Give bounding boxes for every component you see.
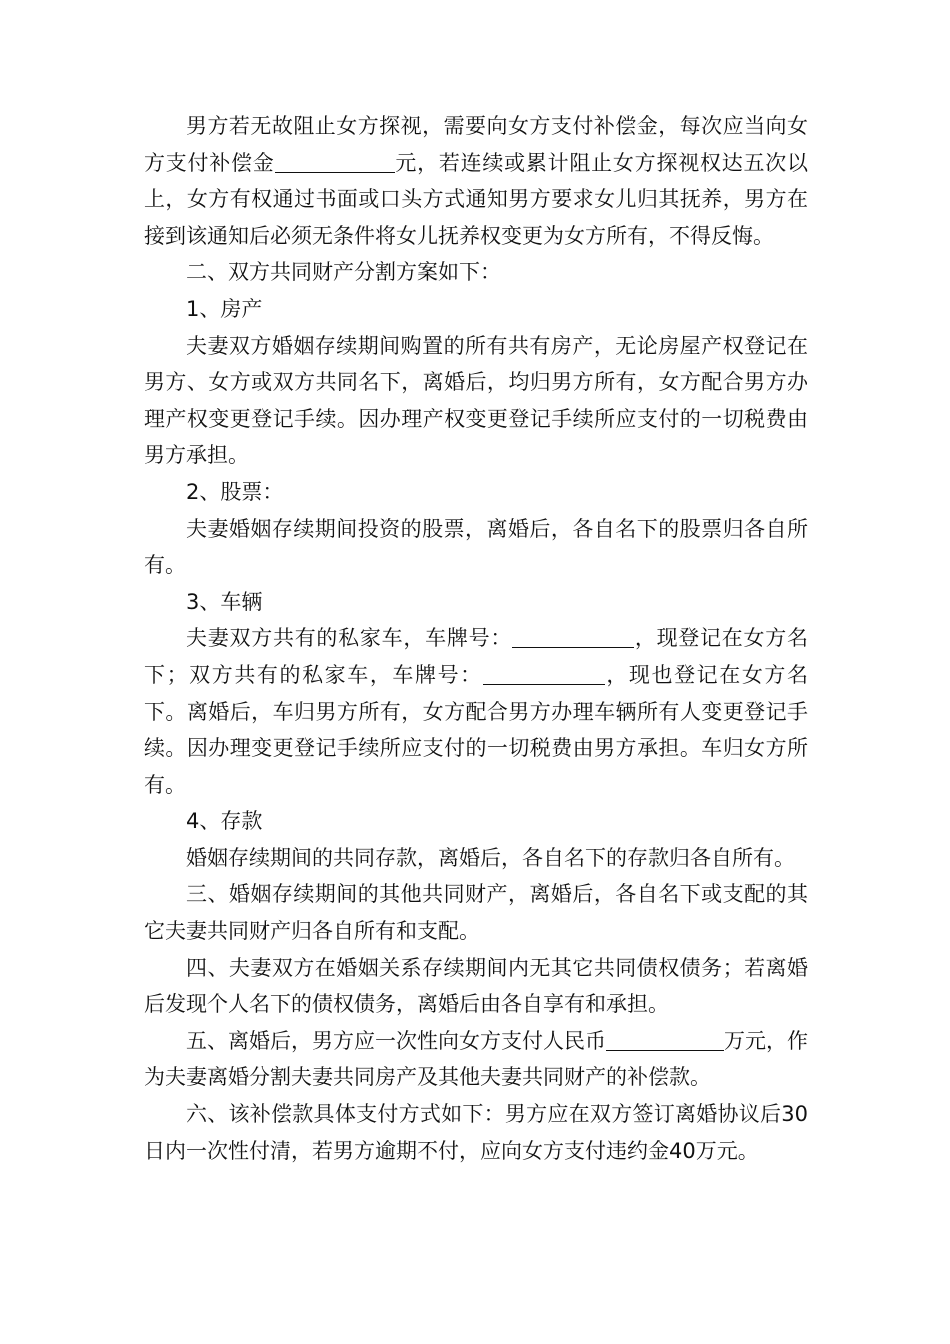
document-body (144, 108, 808, 1169)
paragraph-payment-method: 六、该补偿款具体支付方式如下：男方应在双方签订离婚协议后30日内一次性付清，若男方逾期不付，应向女方支付违约金40万元。 (144, 1102, 808, 1163)
paragraph-debts: 四、夫妻双方在婚姻关系存续期间内无其它共同债权债务；若离婚后发现个人名下的债权债务，离婚后由各自享有和承担。 (144, 955, 808, 1017)
paragraph-vehicles (144, 620, 808, 803)
blank-fill-line (606, 1028, 724, 1051)
blank-fill-line (483, 662, 605, 685)
item-heading-real-estate: 1、房产 (186, 296, 263, 321)
item-heading-savings: 4、存款 (186, 809, 263, 834)
paragraph-text: 元，若连续或累计阻止女方探视权达五次以上，女方有权通过书面或口头方式通知男方要求女儿归其抚养，男方在接到该通知后必须无条件将女儿抚养权变更为女方所有，不得反悔。 (144, 150, 809, 248)
section-heading-property-division: 二、双方共同财产分割方案如下： (186, 260, 501, 285)
blank-fill-line (275, 150, 395, 173)
item-heading-vehicles: 3、车辆 (186, 589, 263, 614)
paragraph-text: 万元，作为夫妻离婚分割夫妻共同房产及其他夫妻共同财产的补偿款。 (144, 1028, 808, 1090)
paragraph-text: 男方若无故阻止女方探视，需要向女方支付补偿金，每次应当向女方支付补偿金 (144, 114, 808, 175)
paragraph-visitation-compensation (144, 108, 808, 254)
paragraph-text: ，现登记在女方名下；双方共有的私家车，车牌号： (144, 626, 809, 687)
paragraph-other-property: 三、婚姻存续期间的其他共同财产，离婚后，各自名下或支配的其它夫妻共同财产归各自所有和支配。 (144, 882, 808, 944)
paragraph-real-estate: 夫妻双方婚姻存续期间购置的所有共有房产，无论房屋产权登记在男方、女方或双方共同名下，离婚后，均归男方所有，女方配合男方办理产权变更登记手续。因办理产权变更登记手续所应支付的一切税费由男方承担。 (144, 333, 808, 468)
paragraph-savings: 婚姻存续期间的共同存款，离婚后，各自名下的存款归各自所有。 (186, 845, 795, 870)
blank-fill-line (512, 625, 634, 648)
paragraph-text: ，现也登记在女方名下。离婚后，车归男方所有，女方配合男方办理车辆所有人变更登记手续。因办理变更登记手续所应支付的一切税费由男方承担。车归女方所有。 (144, 662, 808, 797)
paragraph-text: 夫妻双方共有的私家车，车牌号： (186, 626, 513, 651)
item-heading-stocks: 2、股票： (186, 479, 284, 504)
paragraph-compensation-amount (144, 1023, 808, 1096)
paragraph-stocks: 夫妻婚姻存续期间投资的股票，离婚后，各自名下的股票归各自所有。 (144, 516, 808, 578)
paragraph-text: 五、离婚后，男方应一次性向女方支付人民币 (186, 1028, 606, 1053)
